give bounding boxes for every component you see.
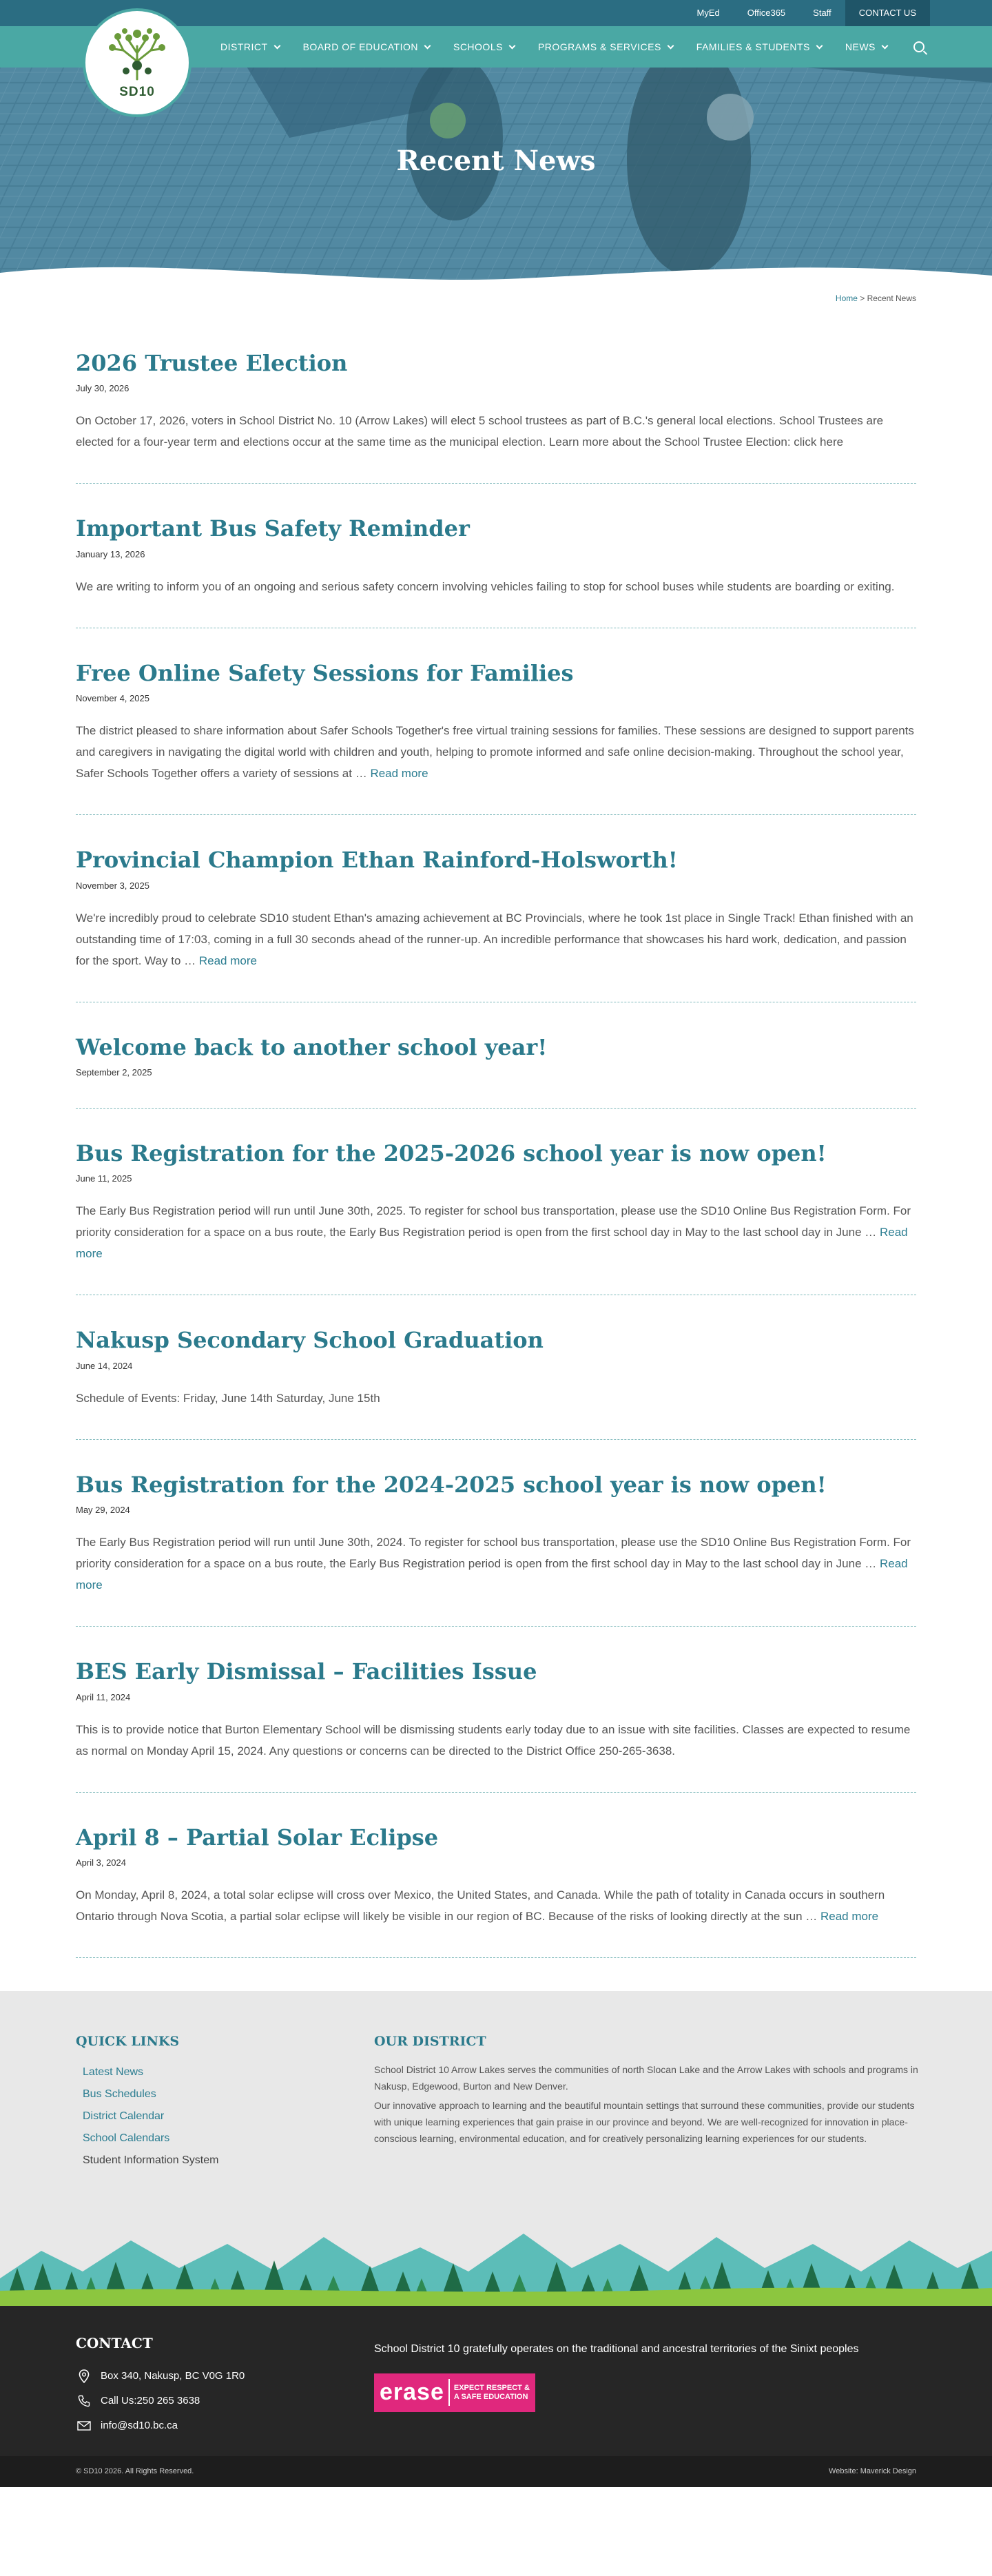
post-excerpt	[76, 576, 916, 597]
erase-tagline-line1: EXPECT RESPECT &	[453, 2383, 530, 2392]
erase-tagline	[454, 2384, 530, 2402]
post-excerpt-text: The Early Bus Registration period will run until June 30th, 2025. To register for school bus transportation, please use the SD10 Online Bus Registration Form. For priority consideration for a space on a bus route, the Early Bus Registration period is open from the first school day in May to the last school day in June …	[76, 1204, 911, 1239]
envelope-icon	[76, 2419, 92, 2433]
post-excerpt	[76, 410, 916, 453]
post-excerpt-text: Schedule of Events: Friday, June 14th Saturday, June 15th	[76, 1391, 380, 1405]
news-post	[76, 1824, 916, 1958]
our-district-heading: OUR DISTRICT	[374, 2033, 486, 2049]
map-pin-icon	[76, 2369, 92, 2383]
news-post	[76, 1140, 916, 1295]
nav-label: NEWS	[845, 41, 876, 52]
contact-phone[interactable]: 250 265 3638	[136, 2395, 200, 2407]
post-excerpt-text: We are writing to inform you of an ongoing and serious safety concern involving vehicles failing to stop for school buses while students are boarding or exiting.	[76, 579, 895, 593]
news-post	[76, 1034, 916, 1109]
post-excerpt-text: The district pleased to share information about Safer Schools Together's free virtual training sessions for families. These sessions are designed to support parents and caregivers in navigating the digital world with children and youth, helping to promote informed and safe online decision-making. Throughout the school year, Safer Schools Together offers a variety of sessions at …	[76, 724, 914, 781]
post-title[interactable]: Bus Registration for the 2024-2025 school year is now open!	[76, 1471, 827, 1498]
post-excerpt-text: The Early Bus Registration period will run until June 30th, 2024. To register for school bus transportation, please use the SD10 Online Bus Registration Form. For priority consideration for a space on a bus route, the Early Bus Registration period is open from the first school day in May to the last school day in June …	[76, 1536, 911, 1571]
post-excerpt	[76, 720, 916, 784]
post-date: September 2, 2025	[76, 1067, 152, 1078]
read-more-link[interactable]: Read more	[370, 767, 428, 781]
post-date: July 30, 2026	[76, 383, 130, 394]
quick-link-latest-news[interactable]: Latest News	[83, 2065, 144, 2078]
erase-tagline-line2: A SAFE EDUCATION	[453, 2392, 528, 2401]
quick-link-bus-schedules[interactable]: Bus Schedules	[83, 2088, 156, 2100]
tree-logo-icon	[105, 25, 169, 83]
staff-link[interactable]: Staff	[813, 8, 831, 18]
acknowledgement-section	[374, 2342, 898, 2412]
nav-item-schools[interactable]	[453, 41, 515, 52]
contact-email[interactable]: info@sd10.bc.ca	[101, 2420, 178, 2432]
post-date: November 4, 2025	[76, 693, 149, 704]
our-district-section	[374, 2034, 925, 2150]
nav-label: SCHOOLS	[453, 41, 503, 52]
chevron-down-icon	[881, 42, 888, 49]
post-date: June 14, 2024	[76, 1360, 133, 1371]
post-title[interactable]: Provincial Champion Ethan Rainford-Holsworth!	[76, 847, 678, 874]
mountain-landscape-illustration	[0, 2203, 992, 2306]
post-excerpt	[76, 1200, 916, 1264]
post-date: November 3, 2025	[76, 880, 149, 891]
address-row	[76, 2364, 245, 2389]
post-title[interactable]: Free Online Safety Sessions for Families	[76, 659, 574, 686]
nav-item-families-students[interactable]	[696, 41, 822, 52]
post-title[interactable]: Important Bus Safety Reminder	[76, 515, 470, 542]
post-excerpt	[76, 907, 916, 971]
nav-label: DISTRICT	[220, 41, 268, 52]
chevron-down-icon	[509, 42, 516, 49]
post-title[interactable]: 2026 Trustee Election	[76, 350, 348, 376]
breadcrumb-home-link[interactable]: Home	[835, 293, 858, 303]
quick-links-heading: QUICK LINKS	[76, 2033, 180, 2049]
myed-link[interactable]: MyEd	[696, 8, 720, 18]
post-excerpt	[76, 1388, 916, 1409]
breadcrumb-current: Recent News	[867, 293, 916, 303]
breadcrumb	[0, 289, 992, 317]
office365-link[interactable]: Office365	[747, 8, 786, 18]
search-icon[interactable]	[913, 41, 924, 52]
phone-icon	[76, 2394, 92, 2408]
read-more-link[interactable]: Read more	[76, 1557, 908, 1592]
site-credit-link[interactable]: Website: Maverick Design	[829, 2466, 916, 2475]
contact-section	[76, 2335, 245, 2438]
post-date: January 13, 2026	[76, 548, 145, 559]
news-post	[76, 1472, 916, 1627]
chevron-down-icon	[273, 42, 280, 49]
erase-wordmark: erase	[380, 2379, 450, 2406]
logo-wordmark: SD10	[119, 85, 155, 99]
post-date: April 3, 2024	[76, 1857, 126, 1868]
post-title[interactable]: April 8 – Partial Solar Eclipse	[76, 1824, 439, 1851]
phone-label: Call Us:	[101, 2395, 137, 2407]
quick-link-district-calendar[interactable]: District Calendar	[83, 2110, 165, 2122]
news-list	[76, 317, 916, 1958]
contact-address: Box 340, Nakusp, BC V0G 1R0	[101, 2370, 245, 2382]
post-excerpt	[76, 1719, 916, 1762]
news-post	[76, 847, 916, 1002]
nav-label: BOARD OF EDUCATION	[302, 41, 418, 52]
post-title[interactable]: Bus Registration for the 2025-2026 school year is now open!	[76, 1140, 827, 1166]
our-district-text: Our innovative approach to learning and the beautiful mountain settings that surround these communities, provide our students with unique learning experiences that gain praise in our province and beyond. We are well-recognized for innovation in place-conscious learning, environmental education, and for creatively personalizing learning experiences for our students.	[374, 2099, 915, 2144]
contact-heading: CONTACT	[76, 2334, 153, 2351]
email-row[interactable]	[76, 2413, 245, 2438]
chevron-down-icon	[816, 42, 823, 49]
read-more-link[interactable]: Read more	[198, 954, 257, 967]
utility-links	[683, 0, 930, 26]
page-title: Recent News	[396, 145, 596, 177]
copyright-text: © SD10 2026. All Rights Reserved.	[76, 2466, 194, 2475]
post-excerpt	[76, 1884, 916, 1927]
nav-item-programs-services[interactable]	[538, 41, 673, 52]
post-excerpt	[76, 1532, 916, 1596]
read-more-link[interactable]: Read more	[76, 1226, 908, 1261]
land-acknowledgement: School District 10 gratefully operates on the traditional and ancestral territories of the Sinixt peoples	[374, 2342, 859, 2355]
chevron-down-icon	[667, 42, 674, 49]
post-excerpt-text: On Monday, April 8, 2024, a total solar eclipse will cross over Mexico, the United States, and Canada. While the path of totality in Canada occurs in southern Ontario through Nova Scotia, a partial solar eclipse will likely be visible in our region of BC. Because of the risks of looking directly at the sun …	[76, 1888, 885, 1923]
erase-logo[interactable]	[374, 2373, 535, 2412]
quick-link-student-information-system[interactable]: Student Information System	[83, 2154, 219, 2166]
post-excerpt-text: On October 17, 2026, voters in School District No. 10 (Arrow Lakes) will elect 5 school trustees as part of B.C.'s general local elections. School Trustees are elected for a four-year term and elections occur at the same time as the municipal election. Learn more about the School Trustee Election: click here	[76, 414, 884, 449]
post-date: June 11, 2025	[76, 1173, 132, 1184]
quick-link-school-calendars[interactable]: School Calendars	[83, 2132, 170, 2144]
nav-item-news[interactable]	[845, 41, 887, 52]
footer-bottom-bar	[0, 2456, 992, 2487]
post-title[interactable]: Welcome back to another school year!	[76, 1033, 548, 1060]
chevron-down-icon	[424, 42, 431, 49]
nav-item-district[interactable]	[220, 41, 280, 52]
breadcrumb-separator: >	[857, 293, 867, 303]
post-excerpt-text: This is to provide notice that Burton Elementary School will be dismissing students early today due to an issue with site facilities. Classes are expected to resume as normal on Monday April 15, 2024. Any questions or concerns can be directed to the District Office 250-265-3638.	[76, 1722, 911, 1758]
post-date: April 11, 2024	[76, 1691, 131, 1702]
post-excerpt-text: We're incredibly proud to celebrate SD10 student Ethan's amazing achievement at BC Provincials, where he took 1st place in Single Track! Ethan finished with an outstanding time of 17:03, coming in a full 30 seconds ahead of the runner-up. An incredible performance that showcases his hard work, dedication, and passion for the sport. Way to …	[76, 911, 913, 967]
phone-row[interactable]	[76, 2389, 245, 2413]
nav-item-board-of-education[interactable]	[303, 41, 430, 52]
post-date: May 29, 2024	[76, 1505, 130, 1516]
post-title[interactable]: Nakusp Secondary School Graduation	[76, 1327, 544, 1354]
news-post	[76, 1327, 916, 1439]
news-post	[76, 1658, 916, 1792]
news-post	[76, 515, 916, 628]
nav-label: FAMILIES & STUDENTS	[696, 41, 810, 52]
nav-label: PROGRAMS & SERVICES	[537, 41, 661, 52]
quick-links-section	[76, 2034, 351, 2172]
news-post	[76, 350, 916, 484]
footer-info	[0, 1991, 992, 2306]
news-post	[76, 660, 916, 815]
hero-wave-divider	[0, 255, 992, 289]
footer-contact	[0, 2306, 992, 2456]
our-district-text: School District 10 Arrow Lakes serves the communities of north Slocan Lake and the Arrow Lakes with schools and programs in Nakusp, Edgewood, Burton and New Denver.	[374, 2063, 918, 2092]
sd10-logo[interactable]	[83, 8, 192, 117]
post-title[interactable]: BES Early Dismissal – Facilities Issue	[76, 1658, 537, 1685]
contact-us-button[interactable]: CONTACT US	[845, 0, 930, 26]
read-more-link[interactable]: Read more	[820, 1909, 879, 1923]
